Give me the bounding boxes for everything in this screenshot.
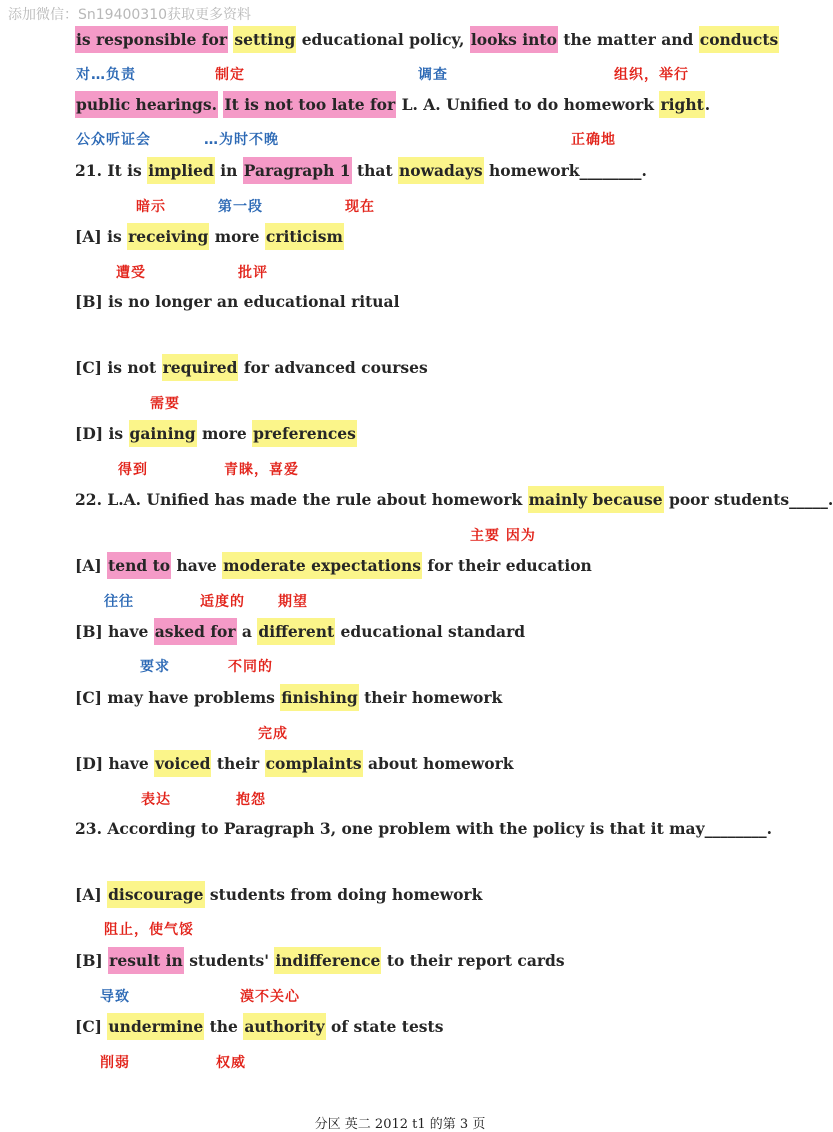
yellow-highlight: implied: [147, 157, 215, 184]
text-line: [75, 617, 525, 647]
chinese-gloss: 对…负责: [76, 67, 136, 83]
plain-text: [B] is no longer an educational ritual: [75, 292, 400, 311]
pink-highlight: asked for: [154, 618, 237, 645]
chinese-gloss: 现在: [345, 199, 375, 215]
yellow-highlight: gaining: [129, 420, 197, 447]
plain-text: [A]: [75, 556, 108, 575]
chinese-gloss: 组织，举行: [614, 67, 689, 83]
chinese-gloss: 不同的: [228, 659, 273, 675]
chinese-gloss: 青睐，喜爱: [224, 462, 299, 478]
chinese-gloss: 往往: [104, 594, 134, 610]
yellow-highlight: moderate expectations: [222, 552, 422, 579]
chinese-gloss: 暗示: [136, 199, 166, 215]
plain-text: L. A. Unified to do homework: [396, 95, 660, 114]
pink-highlight: Paragraph 1: [243, 157, 352, 184]
text-line: [75, 683, 502, 713]
plain-text: a: [236, 622, 258, 641]
yellow-highlight: required: [162, 354, 239, 381]
page-footer: 分区 英二 2012 t1 的第 3 页: [314, 1117, 486, 1132]
chinese-gloss: 阻止，使气馁: [104, 922, 194, 938]
plain-text: their: [211, 754, 265, 773]
text-line: [75, 156, 647, 186]
plain-text: to their report cards: [381, 951, 565, 970]
yellow-highlight: conducts: [699, 26, 779, 53]
watermark-text: 添加微信：Sn19400310获取更多资料: [8, 7, 252, 23]
plain-text: that: [351, 161, 399, 180]
yellow-highlight: criticism: [265, 223, 344, 250]
yellow-highlight: preferences: [252, 420, 357, 447]
chinese-gloss: 漠不关心: [240, 989, 300, 1005]
text-line: [75, 353, 428, 383]
plain-text: .: [704, 95, 711, 114]
plain-text: [B] have: [75, 622, 154, 641]
chinese-gloss: 主要 因为: [470, 528, 536, 544]
plain-text: in: [214, 161, 243, 180]
chinese-gloss: 完成: [258, 726, 288, 742]
plain-text: their homework: [358, 688, 503, 707]
chinese-gloss: 正确地: [571, 132, 616, 148]
text-line: [75, 90, 710, 120]
plain-text: poor students_____.: [663, 490, 833, 509]
pink-highlight: public hearings.: [75, 91, 218, 118]
plain-text: [C] is not: [75, 358, 162, 377]
plain-text: students': [183, 951, 275, 970]
chinese-gloss: 导致: [100, 989, 130, 1005]
yellow-highlight: nowadays: [398, 157, 484, 184]
yellow-highlight: finishing: [280, 684, 358, 711]
yellow-highlight: undermine: [107, 1013, 204, 1040]
chinese-gloss: 期望: [278, 594, 308, 610]
text-line: [75, 749, 514, 779]
chinese-gloss: 抱怨: [236, 792, 266, 808]
pink-highlight: looks into: [470, 26, 558, 53]
plain-text: 21. It is: [75, 161, 148, 180]
yellow-highlight: setting: [233, 26, 296, 53]
text-line: [75, 880, 482, 910]
pink-highlight: is responsible for: [75, 26, 228, 53]
yellow-highlight: right: [659, 91, 704, 118]
plain-text: educational policy,: [296, 30, 470, 49]
yellow-highlight: different: [257, 618, 335, 645]
plain-text: homework________.: [483, 161, 647, 180]
text-line: [75, 287, 400, 317]
text-line: [75, 25, 779, 55]
chinese-gloss: 削弱: [100, 1055, 130, 1071]
text-line: [75, 1012, 443, 1042]
plain-text: 23. According to Paragraph 3, one problem with the policy is that it may________.: [75, 819, 772, 838]
chinese-gloss: …为时不晚: [204, 132, 279, 148]
text-line: [75, 551, 592, 581]
chinese-gloss: 遭受: [116, 265, 146, 281]
chinese-gloss: 公众听证会: [76, 132, 151, 148]
yellow-highlight: voiced: [154, 750, 211, 777]
plain-text: [D] have: [75, 754, 155, 773]
text-line: [75, 485, 833, 515]
plain-text: for advanced courses: [238, 358, 428, 377]
plain-text: [A]: [75, 885, 108, 904]
plain-text: for their education: [422, 556, 592, 575]
yellow-highlight: complaints: [265, 750, 363, 777]
plain-text: the matter and: [557, 30, 699, 49]
plain-text: more: [209, 227, 265, 246]
text-line: [75, 419, 357, 449]
plain-text: educational standard: [335, 622, 526, 641]
plain-text: [C]: [75, 1017, 108, 1036]
text-line: [75, 946, 565, 976]
yellow-highlight: discourage: [107, 881, 204, 908]
yellow-highlight: indifference: [274, 947, 381, 974]
plain-text: [C] may have problems: [75, 688, 281, 707]
chinese-gloss: 调查: [418, 67, 448, 83]
text-line: [75, 814, 772, 844]
plain-text: more: [196, 424, 253, 443]
plain-text: of state tests: [325, 1017, 444, 1036]
chinese-gloss: 适度的: [200, 594, 245, 610]
chinese-gloss: 表达: [141, 792, 171, 808]
chinese-gloss: 制定: [215, 67, 245, 83]
text-line: [75, 222, 344, 252]
yellow-highlight: receiving: [127, 223, 209, 250]
chinese-gloss: 需要: [150, 396, 180, 412]
plain-text: have: [171, 556, 223, 575]
plain-text: [D] is: [75, 424, 129, 443]
yellow-highlight: mainly because: [528, 486, 664, 513]
plain-text: students from doing homework: [204, 885, 483, 904]
plain-text: the: [204, 1017, 244, 1036]
chinese-gloss: 权威: [216, 1055, 246, 1071]
yellow-highlight: authority: [243, 1013, 325, 1040]
chinese-gloss: 要求: [140, 659, 170, 675]
plain-text: [A] is: [75, 227, 128, 246]
plain-text: about homework: [362, 754, 514, 773]
chinese-gloss: 第一段: [218, 199, 263, 215]
plain-text: 22. L.A. Unified has made the rule about homework: [75, 490, 528, 509]
plain-text: [B]: [75, 951, 109, 970]
chinese-gloss: 批评: [238, 265, 268, 281]
pink-highlight: tend to: [107, 552, 171, 579]
chinese-gloss: 得到: [118, 462, 148, 478]
pink-highlight: It is not too late for: [223, 91, 396, 118]
pink-highlight: result in: [108, 947, 184, 974]
